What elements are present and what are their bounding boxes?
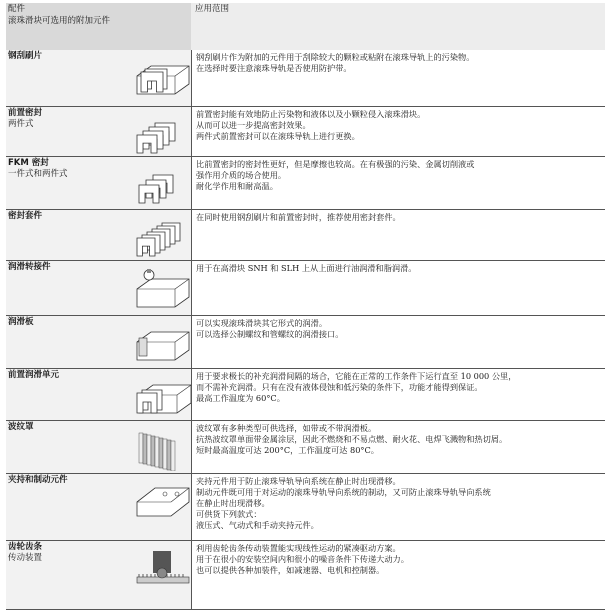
header-accessory-cell <box>6 3 191 50</box>
table-row <box>6 474 605 541</box>
table-row <box>6 541 605 610</box>
accessory-cell <box>6 157 191 209</box>
description-line: 比前置密封的密封性更好，但是摩擦也较高。在有极强的污染、金属切削液或 <box>196 159 475 169</box>
accessory-title: 钢刮刷片 <box>8 51 43 61</box>
column-divider <box>191 157 192 209</box>
table-row <box>6 157 605 210</box>
header-accessory-sublabel: 滚珠滑块可选用的附加元件 <box>8 16 111 26</box>
steel-scraper-icon <box>135 52 191 100</box>
description-line: 在静止时出现滑移。 <box>196 498 270 508</box>
column-divider <box>191 316 192 368</box>
header-application-cell <box>191 3 605 50</box>
accessory-cell <box>6 50 191 106</box>
accessory-name <box>8 262 128 273</box>
description-line: 可以选择公制螺纹和管螺纹的润滑接口。 <box>196 329 344 339</box>
accessory-cell <box>6 316 191 368</box>
application-description <box>196 212 601 223</box>
description-line: 两件式前置密封可以在滚珠导轨上进行更换。 <box>196 131 360 141</box>
accessories-table <box>6 3 605 610</box>
description-line: 液压式、气动式和手动夹持元件。 <box>196 520 319 530</box>
accessory-cell <box>6 369 191 420</box>
accessory-title: 前置润滑单元 <box>8 370 60 380</box>
accessory-subtitle: 两件式 <box>8 119 34 129</box>
description-line: 钢刮刷片作为附加的元件用于刮除较大的颗粒或粘附在滚珠导轨上的污染物。 <box>196 52 475 62</box>
lube-adapter-icon <box>135 263 191 311</box>
front-seal-icon <box>135 109 191 157</box>
description-line: 抗热波纹罩单面带金属涂层，因此不燃烧和不易点燃、耐火花、电焊飞溅物和热切屑。 <box>196 434 508 444</box>
description-line: 最高工作温度为 60°C。 <box>196 393 285 403</box>
header-application-label: 应用范围 <box>195 4 230 14</box>
table-row <box>6 421 605 474</box>
application-description <box>196 52 601 74</box>
accessory-name <box>8 158 128 180</box>
accessory-title: 夹持和制动元件 <box>8 475 68 485</box>
bellows-icon <box>135 423 191 471</box>
column-divider <box>191 50 192 106</box>
table-row <box>6 107 605 157</box>
description-line: 夹持元件用于防止滚珠导轨导向系统在静止时出现滑移。 <box>196 476 401 486</box>
description-line: 波纹罩有多种类型可供选择，如带或不带润滑板。 <box>196 423 377 433</box>
accessory-name <box>8 108 128 130</box>
accessory-title: FKM 密封 <box>8 158 49 168</box>
application-description <box>196 109 601 142</box>
description-line: 制动元件既可用于对运动的滚珠导轨导向系统的制动，又可防止滚珠导轨导向系统 <box>196 487 491 497</box>
accessory-cell <box>6 261 191 315</box>
description-line: 在选择时要注意滚珠导轨是否使用防护带。 <box>196 63 352 73</box>
description-line: 耐化学作用和耐高温。 <box>196 181 278 191</box>
application-description <box>196 371 601 404</box>
accessory-cell <box>6 421 191 473</box>
column-divider <box>191 261 192 315</box>
accessory-title: 润滑转接件 <box>8 262 51 272</box>
clamping-brake-icon <box>135 476 191 524</box>
description-line: 前置密封能有效地防止污染物和液体以及小颗粒侵入滚珠滑块。 <box>196 109 426 119</box>
accessory-subtitle: 传动装置 <box>8 553 43 563</box>
description-line: 可以实现滚珠滑块其它形式的润滑。 <box>196 318 328 328</box>
description-line: 短时最高温度可达 200°C，工作温度可达 80°C。 <box>196 445 379 455</box>
application-description <box>196 263 601 274</box>
table-row <box>6 316 605 369</box>
application-description <box>196 159 601 192</box>
accessory-name <box>8 51 128 62</box>
application-description <box>196 476 601 531</box>
column-divider <box>191 474 192 540</box>
application-description <box>196 318 601 340</box>
table-row <box>6 50 605 107</box>
description-line: 从而可以进一步提高密封效果。 <box>196 120 311 130</box>
rack-pinion-icon <box>135 543 191 591</box>
accessory-name <box>8 211 128 222</box>
description-line: 用于在高滑块 SNH 和 SLH 上从上面进行油润滑和脂润滑。 <box>196 263 417 273</box>
application-description <box>196 423 601 456</box>
accessory-name <box>8 542 128 564</box>
accessory-title: 润滑板 <box>8 317 34 327</box>
table-row <box>6 369 605 421</box>
lube-plate-icon <box>135 318 191 366</box>
accessory-title: 齿轮齿条 <box>8 542 43 552</box>
column-divider <box>191 107 192 156</box>
header-accessory-label: 配件 <box>8 4 26 14</box>
table-row <box>6 210 605 261</box>
description-line: 利用齿轮齿条传动装置能实现线性运动的紧凑驱动方案。 <box>196 543 401 553</box>
description-line: 在同时使用钢刮刷片和前置密封时，推荐使用密封套件。 <box>196 212 401 222</box>
accessory-name <box>8 475 128 486</box>
description-line: 而不需补充润滑。只有在没有液体侵蚀和低污染的条件下，功能才能得到保证。 <box>196 382 483 392</box>
accessory-name <box>8 370 128 381</box>
accessory-cell <box>6 474 191 540</box>
description-line: 强作用介质的场合使用。 <box>196 170 287 180</box>
accessory-name <box>8 317 128 328</box>
accessory-cell <box>6 107 191 156</box>
accessory-cell <box>6 210 191 260</box>
accessory-title: 密封套件 <box>8 211 43 221</box>
accessory-name <box>8 422 128 433</box>
application-description <box>196 543 601 576</box>
accessory-title: 前置密封 <box>8 108 43 118</box>
column-divider <box>191 369 192 420</box>
accessory-cell <box>6 541 191 609</box>
seal-kit-icon <box>135 212 191 260</box>
accessory-title: 波纹罩 <box>8 422 34 432</box>
description-line: 用于在很小的安装空间内和很小的噪音条件下传递大动力。 <box>196 554 409 564</box>
description-line: 用于要求极长的补充润滑间隔的场合，它能在正常的工作条件下运行直至 10 000 公里， <box>196 371 517 381</box>
description-line: 可供货下列款式： <box>196 509 262 519</box>
description-line: 也可以提供各种加装件，如减速器、电机和控制器。 <box>196 565 385 575</box>
fkm-seal-icon <box>135 159 191 207</box>
accessory-subtitle: 一件式和两件式 <box>8 169 68 179</box>
table-row <box>6 261 605 316</box>
column-divider <box>191 210 192 260</box>
front-lube-unit-icon <box>135 371 191 419</box>
column-divider <box>191 541 192 609</box>
column-divider <box>191 421 192 473</box>
